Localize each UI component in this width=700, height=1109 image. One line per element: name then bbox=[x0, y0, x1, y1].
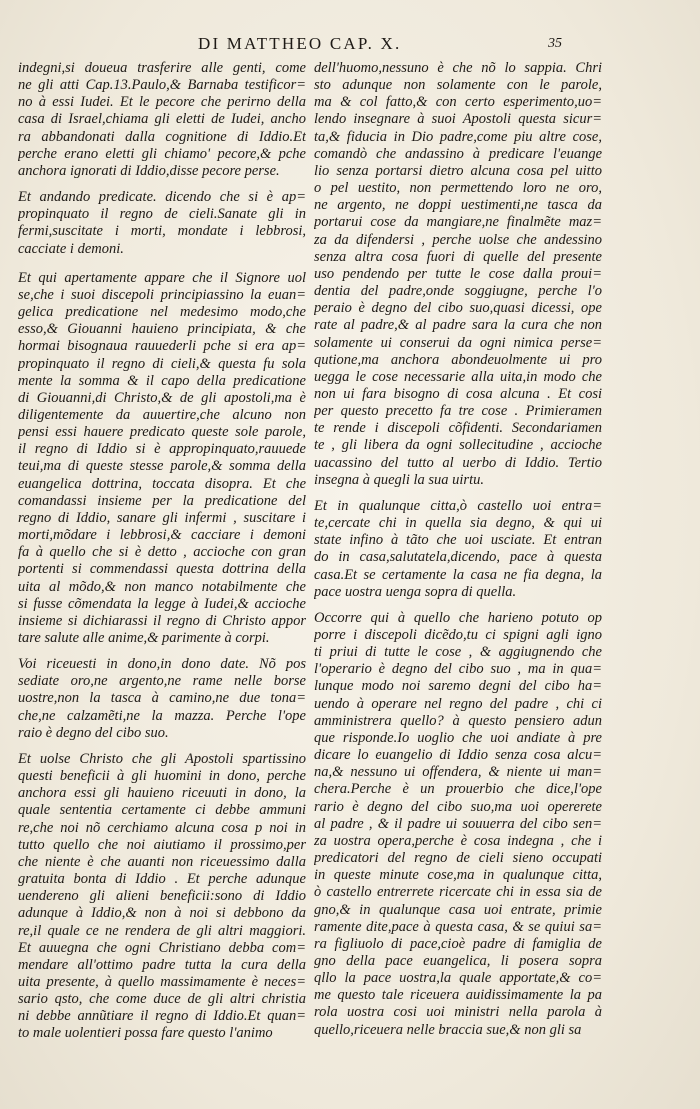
text-line: Et andando predicate. dicendo che si è ap= bbox=[18, 189, 306, 206]
text-line: me questo tale riceuera auidissimamente la pa bbox=[314, 987, 602, 1004]
text-line: lio senza portarsi dietro alcuna cosa pel uitto bbox=[314, 162, 602, 179]
text-line: mendare all'ottimo padre tutta la cura della bbox=[18, 956, 306, 973]
text-line: amministrera quello? à questo pensiero adun bbox=[314, 712, 602, 729]
paragraph-gap bbox=[314, 489, 602, 498]
text-line: tutto quello che noi aiutiamo il prossimo,per bbox=[18, 836, 306, 853]
text-line: qutione,ma anchora abondeuolmente ui pro bbox=[314, 351, 602, 368]
text-line: te,cercate chi in quella sia degno, & qui ui bbox=[314, 515, 602, 532]
text-line: comandò che andassino à predicare l'euange bbox=[314, 145, 602, 162]
text-line: rate al padre,& al padre sara la cura che non bbox=[314, 317, 602, 334]
text-line: o pel uestito, non permettendo loro ne oro, bbox=[314, 180, 602, 197]
text-line: qllo la pace uostra,la quale apportate,& co= bbox=[314, 970, 602, 987]
text-line: to male uolentieri possa fare questo l'animo bbox=[18, 1025, 273, 1042]
paragraph-gap bbox=[18, 180, 306, 189]
text-line: anchora essi gli hauieno riceuuti in dono, la bbox=[18, 785, 306, 802]
text-line: teui,ma di queste stesse parole,& somma della bbox=[18, 458, 306, 475]
paragraph bbox=[18, 270, 306, 647]
page-number: 35 bbox=[548, 36, 562, 51]
text-line: si fusse cõmendata la legge à Iudei,& accioche bbox=[18, 595, 306, 612]
paragraph bbox=[314, 498, 602, 601]
text-line: fa à quello che si è detto , accioche con gran bbox=[18, 544, 306, 561]
text-line: ne gli atti Cap.13.Paulo,& Barnaba testificor= bbox=[18, 77, 306, 94]
paragraph-gap bbox=[18, 258, 306, 270]
text-line: per questo precetto fa tre cose . Primieramen bbox=[314, 403, 602, 420]
text-line: diligentemente da auuertire,che alcuno non bbox=[18, 406, 306, 423]
text-line: che niente è che auanti non riceuessimo dalla bbox=[18, 853, 306, 870]
text-line: fermi,suscitate i morti, mondate i lebbrosi, bbox=[18, 223, 306, 240]
text-line: rario è degno del cibo suo,ma uoi opererete bbox=[314, 798, 602, 815]
text-line: chera.Perche è un prouerbio che dice,l'ope bbox=[314, 781, 602, 798]
text-line: di Giouanni,di Christo,& de gli apostoli,ma è bbox=[18, 389, 306, 406]
text-line: Et auuegna che ogni Christiano debba com= bbox=[18, 939, 306, 956]
text-line: que risponde.Io uoglio che uoi andiate à pre bbox=[314, 729, 602, 746]
right-text-column bbox=[314, 60, 602, 1039]
text-line: al padre , & il padre ui souuerra del cibo sen= bbox=[314, 815, 602, 832]
text-line: questi beneficii à gli huomini in dono, perche bbox=[18, 768, 306, 785]
text-line: sto adunque non solamente con le parole, bbox=[314, 77, 602, 94]
text-line: raio è degno del cibo suo. bbox=[18, 724, 169, 741]
text-line: za da difendersi , perche uolse che andessino bbox=[314, 231, 602, 248]
text-line: quale sententia certamente ci debbe ammuni bbox=[18, 802, 306, 819]
text-line: na,& nessuno ui offendera, & niente ui man= bbox=[314, 764, 602, 781]
text-line: uita al mõdo,& non manco notabilmente che bbox=[18, 578, 306, 595]
text-line: ma & col fatto,& con certo esperimento,uo= bbox=[314, 94, 602, 111]
text-line: pace uostra uenga sopra di quella. bbox=[314, 583, 517, 600]
paragraph bbox=[18, 60, 306, 180]
text-line: gratuita bonta di Iddio . Et perche adunque bbox=[18, 871, 306, 888]
text-line: no à essi Iudei. Et le pecore che perirno della bbox=[18, 94, 306, 111]
text-line: casa.Et se certamente la casa ne fia degna, la bbox=[314, 566, 602, 583]
text-line: uegga le cose necessarie alla uita,in modo che bbox=[314, 368, 602, 385]
text-line: uso pendendo per tutte le cose dalla proui= bbox=[314, 265, 602, 282]
text-line: Et qui apertamente appare che il Signore uol bbox=[18, 269, 306, 286]
text-line: re,il quale ce ne rendera de gli altri maggiori. bbox=[18, 922, 306, 939]
paragraph bbox=[314, 610, 602, 1039]
text-line: peraio è degno del cibo suo,quasi dicessi, ope bbox=[314, 300, 602, 317]
text-line: portarui cose da mangiare,ne finalmẽte maz= bbox=[314, 214, 602, 231]
paragraph bbox=[18, 656, 306, 742]
text-line: non ui fara bisogno di cosa alcuna . Et cosi bbox=[314, 385, 602, 402]
text-line: regno di Iddio, sanare gli infermi , suscitare i bbox=[18, 509, 306, 526]
text-line: hormai bisognaua rauuederli pche si era ap= bbox=[18, 338, 306, 355]
text-line: Occorre qui à quello che harieno potuto op bbox=[314, 609, 602, 626]
text-line: ra abbandonati dalla cognitione di Iddio.Et bbox=[18, 128, 306, 145]
text-line: ti priui di tutte le cose , & aggiugnendo che bbox=[314, 644, 602, 661]
text-line: perche erano eletti gli chiamo' pecore,& pche bbox=[18, 145, 306, 162]
left-text-column bbox=[18, 60, 306, 1043]
text-line: tare salute alle anime,& parimente à corpi. bbox=[18, 630, 270, 646]
text-line: senza altra cosa fuori di quelle del presente bbox=[314, 248, 602, 265]
text-line: dell'huomo,nessuno è che nõ lo sappia. Chri bbox=[314, 60, 602, 76]
text-line: se,che i suoi discepoli principiassino la euan= bbox=[18, 286, 306, 303]
paragraph bbox=[18, 751, 306, 1043]
paragraph bbox=[18, 189, 306, 258]
text-line: Voi riceuesti in dono,in dono date. Nõ pos bbox=[18, 656, 306, 673]
text-line: rola uostra cosi uoi ministri nella parola à bbox=[314, 1004, 602, 1021]
text-line: sediate oro,ne argento,ne rame nelle borse bbox=[18, 673, 306, 690]
text-line: dentia del padre,onde soggiugne, perche l'o bbox=[314, 283, 602, 300]
text-line: te rende i discepoli cõfidenti. Secondariamen bbox=[314, 420, 602, 437]
text-line: ne argento, ne doppi uestimenti,ne tasca da bbox=[314, 197, 602, 214]
text-line: indegni,si doueua trasferire alle genti, come bbox=[18, 60, 306, 76]
text-line: uita presente, à quello massimamente è neces= bbox=[18, 973, 306, 990]
text-line: ramente dite,pace à questa casa, & se quiui sa= bbox=[314, 918, 602, 935]
text-line: ni debbe annũtiare il regno di Iddio.Et quan= bbox=[18, 1008, 306, 1025]
text-line: te , gli libera da ogni sollecitudine , accioche bbox=[314, 437, 602, 454]
text-line: che,ne calzamẽti,ne la mazza. Perche l'ope bbox=[18, 707, 306, 724]
text-line: insegna à quegli la sua uirtu. bbox=[314, 471, 484, 488]
text-line: propinquato il regno de cieli.Sanate gli in bbox=[18, 206, 306, 223]
text-line: dicare lo euangelio di Iddio senza cosa alcu= bbox=[314, 747, 602, 764]
text-line: Et uolse Christo che gli Apostoli spartissino bbox=[18, 750, 306, 767]
text-line: za uostra opera,perche è cosa indegna , che i bbox=[314, 832, 602, 849]
text-line: solamente ui conserui da ogni nimica perse= bbox=[314, 334, 602, 351]
text-line: uacassino del tutto al uerbo di Iddio. Tertio bbox=[314, 454, 602, 471]
text-line: propinquato il regno di cieli,& questa fu sola bbox=[18, 355, 306, 372]
text-line: in queste minute cose,ma in qualunque citta, bbox=[314, 867, 602, 884]
text-line: morti,mõdare i lebbrosi,& cacciare i demoni bbox=[18, 527, 306, 544]
text-line: porre i discepoli dicẽdo,tu ci spigni agli igno bbox=[314, 627, 602, 643]
text-line: esso,& Giouanni hauieno principiata, & che bbox=[18, 321, 306, 338]
text-line: anchora ignorati di Iddio,disse pecore perse. bbox=[18, 162, 280, 179]
text-line: portenti si commendassi questa dottrina della bbox=[18, 561, 306, 578]
text-line: pensi essi hauere predicato queste sole parole, bbox=[18, 424, 306, 441]
text-line: adunque à Iddio,& non à noi si debbono da bbox=[18, 905, 306, 922]
text-line: sario qsto, che come duce de gli altri christia bbox=[18, 991, 306, 1008]
text-line: gno,& in qualunque casa uoi entrate, primie bbox=[314, 901, 602, 918]
text-line: mente la somma & il capo della predicatione bbox=[18, 372, 306, 389]
text-line: casa di Israel,chiama gli eletti de Iudei, ancho bbox=[18, 111, 306, 128]
text-line: lunque modo noi saremo degni del cibo ha= bbox=[314, 678, 602, 695]
text-line: ta,& fiducia in Dio padre,come piu altre cose, bbox=[314, 128, 602, 145]
text-line: ò castello entrerrete ricercate chi in essa sia de bbox=[314, 884, 602, 901]
text-line: re,che noi nõ cerchiamo alcuna cosa p noi in bbox=[18, 819, 306, 836]
paragraph-gap bbox=[18, 742, 306, 751]
text-line: ra figliuolo di pace,cioè padre di famiglia de bbox=[314, 935, 602, 952]
text-line: insieme si dichiarassi il regno di Christo appor bbox=[18, 612, 306, 629]
text-line: state infino à tãto che uoi usciate. Et entran bbox=[314, 532, 602, 549]
text-line: gelica predicatione nel medesimo modo,che bbox=[18, 304, 306, 321]
text-line: cacciate i demoni. bbox=[18, 240, 124, 257]
running-head: DI MATTHEO CAP. X. bbox=[198, 34, 402, 53]
text-line: uostre,non la tasca à camino,ne due tona= bbox=[18, 690, 306, 707]
text-line: quello,riceuera nelle braccia sue,& non gli sa bbox=[314, 1021, 582, 1038]
text-line: do in casa,salutatela,dicendo, pace à questa bbox=[314, 549, 602, 566]
paragraph-gap bbox=[18, 647, 306, 656]
text-line: euangelica dottrina, toccata disopra. Et che bbox=[18, 475, 306, 492]
text-line: l'operario è degno del cibo suo , ma in qua= bbox=[314, 661, 602, 678]
text-line: Et in qualunque citta,ò castello uoi entra= bbox=[314, 497, 602, 514]
text-line: predicatori del regno de cieli sieno occupati bbox=[314, 850, 602, 867]
text-line: il regno di Iddio si è appropinquato,rauuede bbox=[18, 441, 306, 458]
paragraph-gap bbox=[314, 601, 602, 610]
paragraph bbox=[314, 60, 602, 489]
text-line: comandassi insieme per la predicatione del bbox=[18, 492, 306, 509]
text-line: lendo insegnare à suoi Apostoli questa sicur= bbox=[314, 111, 602, 128]
text-line: gno della pace euangelica, li posera sopra bbox=[314, 952, 602, 969]
text-line: uendereno gli alieni beneficii:sono di Iddio bbox=[18, 888, 306, 905]
text-line: uendo à operare nel regno del padre , chi ci bbox=[314, 695, 602, 712]
page-header bbox=[0, 34, 700, 56]
